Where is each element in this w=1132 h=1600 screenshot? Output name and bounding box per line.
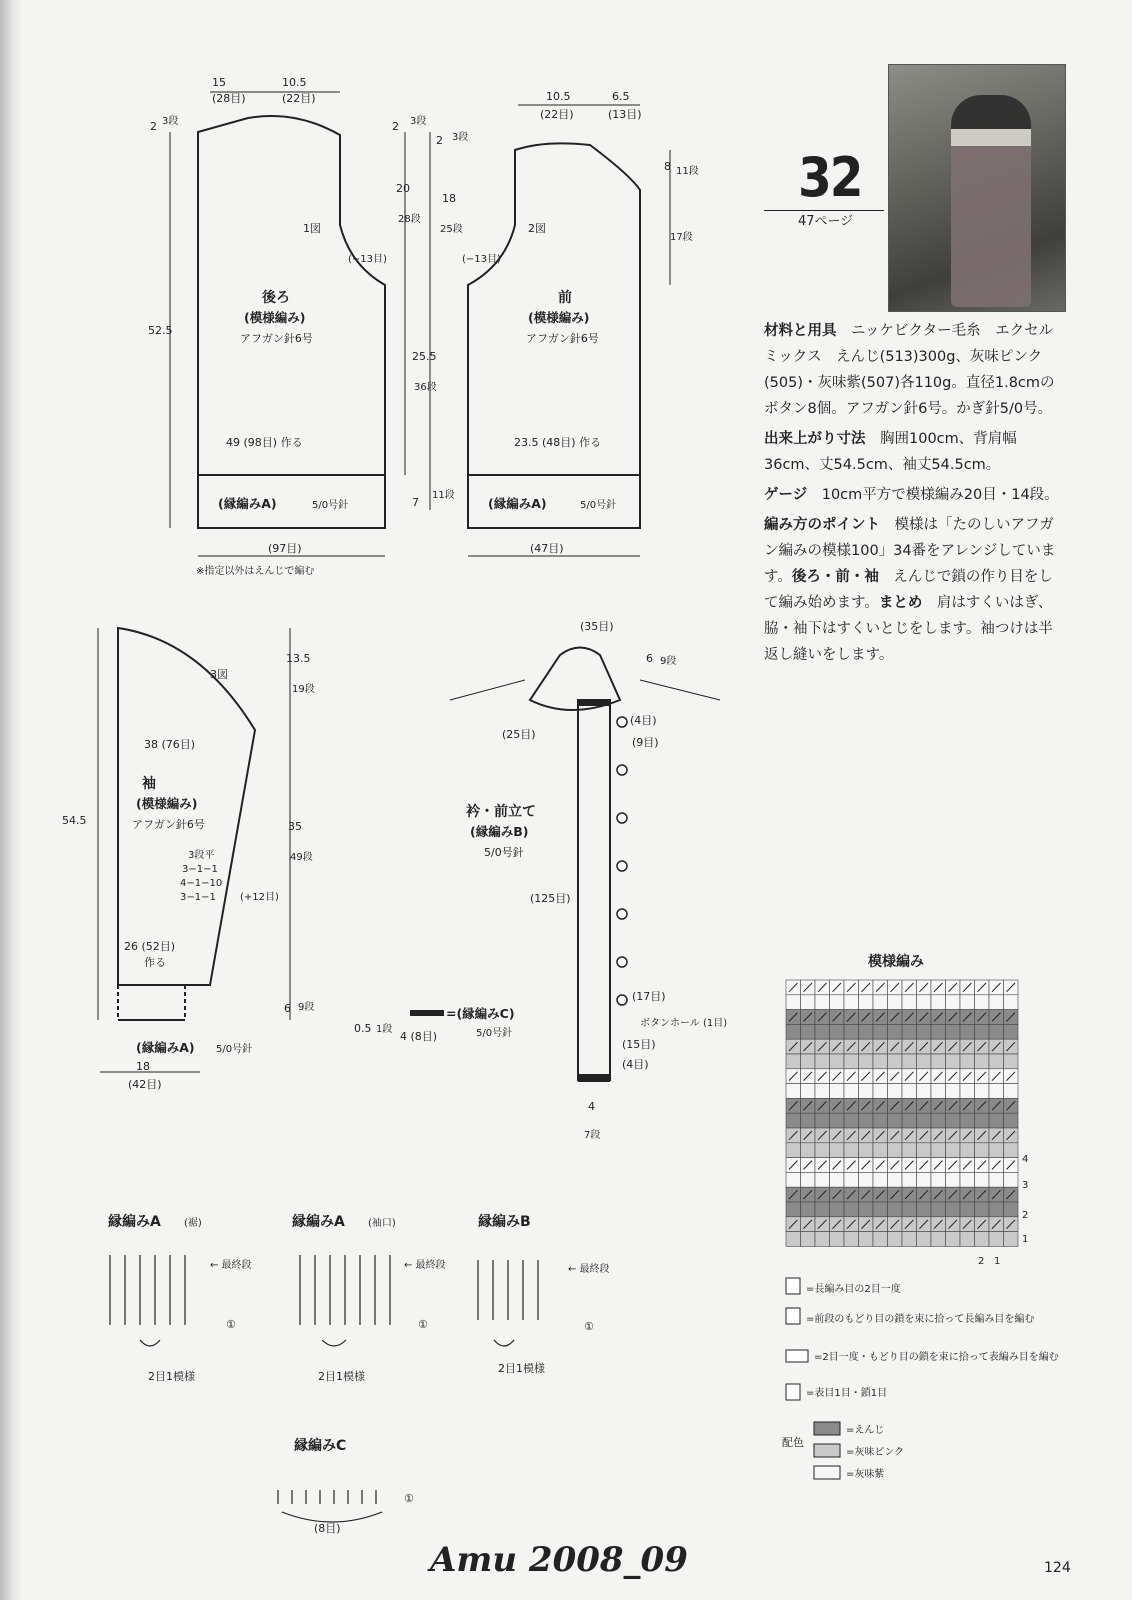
pattern-cell (975, 1143, 990, 1158)
pattern-cell (917, 1024, 932, 1039)
collar-left-st: (25目) (502, 728, 536, 741)
center-a1: 2 (392, 120, 399, 133)
center-d: 7 (412, 496, 419, 509)
back-title: 後ろ (262, 290, 290, 306)
page-reference: 47ページ (798, 214, 854, 229)
sleeve-border-needle: 5/0号針 (216, 1044, 253, 1055)
pattern-cell (931, 1054, 946, 1069)
front-dec: (−13目) (462, 254, 501, 265)
legend-2: =前段のもどり目の鎖を束に拾って長編み目を編む (806, 1314, 1035, 1325)
pattern-cell (786, 1172, 801, 1187)
color-enji: =えんじ (846, 1425, 885, 1436)
chart-b-last: ← 最終段 (568, 1264, 610, 1275)
pattern-cell (931, 1143, 946, 1158)
pattern-cell (830, 995, 845, 1010)
pattern-cell (844, 1172, 859, 1187)
collar-top-st: (35目) (580, 620, 614, 633)
pattern-cell (815, 1113, 830, 1128)
pattern-cell (1004, 1084, 1019, 1099)
front-top-right-st: (13目) (608, 108, 642, 121)
sleeve-inc-1: 3段平 (188, 850, 215, 861)
pattern-cell (859, 1202, 874, 1217)
pattern-cell (888, 1172, 903, 1187)
sleeve-cast-on2: 作る (144, 956, 166, 969)
pattern-cell (888, 1143, 903, 1158)
sleeve-height: 54.5 (62, 814, 87, 827)
chart-a-cuff-repeat: 2目1模様 (318, 1370, 365, 1383)
pattern-cell (873, 1024, 888, 1039)
chart-b-title: 縁編みB (478, 1214, 531, 1230)
pattern-cell (801, 1113, 816, 1128)
pattern-cell (830, 1024, 845, 1039)
pattern-cell (975, 1172, 990, 1187)
pattern-cell (1004, 1113, 1019, 1128)
pattern-cell (902, 1113, 917, 1128)
pattern-cell (960, 1113, 975, 1128)
front-top-left: 10.5 (546, 90, 571, 103)
knitting-points: 編み方のポイント 模様は「たのしいアフガン編みの模様100」34番をアレンジしています。後ろ・前・袖 えんじで鎖の作り目をして編み始めます。まとめ 肩はすくいはぎ、脇・袖下はすくいとじをします。袖つけは半返し縫いをします。 (764, 517, 1056, 663)
center-a1-rows: 3段 (410, 116, 427, 127)
front-neck-rows: 11段 (676, 166, 699, 177)
back-needle: アフガン針6号 (240, 332, 313, 345)
pattern-cell (786, 1024, 801, 1039)
pattern-cell (931, 1084, 946, 1099)
pattern-cell (902, 1202, 917, 1217)
chart-a-cuff-title: 縁編みA (292, 1214, 345, 1230)
pattern-cell (801, 1202, 816, 1217)
row-num-4: 4 (1022, 1154, 1029, 1165)
pattern-cell (786, 995, 801, 1010)
gauge: ゲージ 10cm平方で模様編み20目・14段。 (764, 487, 1059, 503)
pattern-cell (888, 1084, 903, 1099)
back-bottom-st: (97目) (268, 542, 302, 555)
chart-a-hem-last: ← 最終段 (210, 1260, 252, 1271)
back-dec: (−13目) (348, 254, 387, 265)
sleeve-cuff-rows: 9段 (298, 1002, 315, 1013)
front-stitch: (模様編み) (528, 310, 590, 325)
pattern-cell (859, 1054, 874, 1069)
pattern-cell (902, 1172, 917, 1187)
collar-width-rows: 7段 (584, 1130, 601, 1141)
pattern-cell (844, 1024, 859, 1039)
front-bottom-st: (47目) (530, 542, 564, 555)
pattern-cell (960, 995, 975, 1010)
chart-a-cuff-start: ① (418, 1318, 428, 1331)
pattern-cell (989, 1024, 1004, 1039)
pattern-cell (830, 1113, 845, 1128)
back-height: 52.5 (148, 324, 173, 337)
edge-c-needle: 5/0号針 (476, 1028, 513, 1039)
pattern-number: 32 (798, 146, 862, 209)
row-num-3: 3 (1022, 1180, 1029, 1191)
pattern-cell (931, 995, 946, 1010)
sleeve-bottom: 18 (136, 1060, 150, 1073)
chart-c-title: 縁編みC (294, 1438, 347, 1454)
back-top-left-st: (28目) (212, 92, 246, 105)
sleeve-border: (縁編みA) (136, 1040, 195, 1055)
pattern-cell (960, 1054, 975, 1069)
sleeve-cuff: 6 (284, 1002, 291, 1015)
pattern-cell (946, 1054, 961, 1069)
back-shoulder: 2 (150, 120, 157, 133)
pattern-cell (975, 1202, 990, 1217)
chart-b-start: ① (584, 1320, 594, 1333)
pattern-cell (844, 995, 859, 1010)
sleeve-cast-on: 26 (52目) (124, 940, 176, 953)
back-shoulder-rows: 3段 (162, 116, 179, 127)
front-needle: アフガン針6号 (526, 332, 599, 345)
sleeve-cap-rows: 19段 (292, 684, 315, 695)
sleeve-inc: (+12目) (240, 892, 279, 903)
color-label: 配色 (782, 1436, 804, 1449)
legend-3: =2目一度・もどり目の鎖を束に拾って表編み目を編む (814, 1352, 1059, 1363)
back-top-left: 15 (212, 76, 226, 89)
row-num-2: 2 (1022, 1210, 1029, 1221)
pattern-cell (873, 995, 888, 1010)
edge-c-label: =(縁編みC) (446, 1006, 515, 1021)
pattern-cell (989, 1202, 1004, 1217)
pattern-cell (815, 1024, 830, 1039)
pattern-cell (888, 1054, 903, 1069)
legend-4: =表目1目・鎖1目 (806, 1388, 888, 1399)
collar-side-rows: 9段 (660, 656, 677, 667)
pattern-cell (859, 1113, 874, 1128)
collar-length-st: (125目) (530, 892, 571, 905)
collar-c: (17目) (632, 990, 666, 1003)
pattern-cell (902, 995, 917, 1010)
pattern-cell (859, 1232, 874, 1247)
sleeve-width: 38 (76目) (144, 738, 196, 751)
center-c-rows: 36段 (414, 382, 437, 393)
pattern-cell (786, 1202, 801, 1217)
front-band (578, 700, 610, 1080)
edge-c-st: 4 (8目) (400, 1030, 438, 1043)
chart-b-repeat: 2目1模様 (498, 1362, 545, 1375)
materials: 材料と用具 ニッケビクター毛糸 エクセルミックス えんじ(513)300g、灰味ピンク(505)・灰味紫(507)各110g。直径1.8cmのボタン8個。アフガン針6号。かぎ針5/0号。 (764, 323, 1055, 417)
pattern-cell (989, 1143, 1004, 1158)
page-number: 124 (1044, 1560, 1071, 1576)
pattern-cell (786, 1084, 801, 1099)
center-b2: 18 (442, 192, 456, 205)
legend-1: =長編み目の2目一度 (806, 1284, 901, 1295)
pattern-cell (902, 1084, 917, 1099)
pattern-cell (917, 1143, 932, 1158)
pattern-cell (931, 1024, 946, 1039)
collar-width: 4 (588, 1100, 595, 1113)
row-num-1: 1 (1022, 1234, 1029, 1245)
swatch-enji (814, 1422, 840, 1435)
collar-needle: 5/0号針 (484, 846, 524, 859)
front-border-needle: 5/0号針 (580, 500, 617, 511)
center-c: 25.5 (412, 350, 437, 363)
pattern-cell (801, 1084, 816, 1099)
sleeve-inc-2: 3−1−1 (182, 864, 218, 875)
pattern-cell (844, 1113, 859, 1128)
chart-a-cuff-sub: (袖口) (368, 1218, 396, 1229)
pattern-cell (801, 1054, 816, 1069)
collar-title: 衿・前立て (466, 804, 536, 820)
pattern-cell (815, 995, 830, 1010)
chart-c-repeat: (8目) (314, 1522, 341, 1535)
pattern-cell (786, 1232, 801, 1247)
pattern-cell (873, 1054, 888, 1069)
pattern-cell (1004, 1024, 1019, 1039)
col-num-2: 2 (978, 1256, 985, 1267)
pattern-cell (873, 1172, 888, 1187)
collar-d: (15目) (622, 1038, 656, 1051)
pattern-cell (946, 995, 961, 1010)
pattern-cell (960, 1143, 975, 1158)
pattern-cell (931, 1113, 946, 1128)
pattern-cell (989, 1113, 1004, 1128)
collar-stitch: (縁編みB) (470, 824, 529, 839)
color-pink: =灰味ピンク (846, 1447, 905, 1458)
center-b1-rows: 3段 (452, 132, 469, 143)
front-fig: 2図 (528, 222, 546, 235)
band-dark-top (578, 700, 610, 706)
pattern-cell (946, 1113, 961, 1128)
pattern-cell (830, 1143, 845, 1158)
pattern-cell (830, 1084, 845, 1099)
front-top-left-st: (22目) (540, 108, 574, 121)
front-title: 前 (558, 290, 572, 306)
chart-c-start: ① (404, 1492, 414, 1505)
pattern-cell (975, 1232, 990, 1247)
pattern-cell (815, 1202, 830, 1217)
pattern-cell (946, 1024, 961, 1039)
pattern-cell (844, 1232, 859, 1247)
sleeve-body-rows: 49段 (290, 852, 313, 863)
pattern-cell (873, 1084, 888, 1099)
pattern-cell (917, 1202, 932, 1217)
pattern-cell (801, 995, 816, 1010)
chart-a-hem-start: ① (226, 1318, 236, 1331)
pattern-cell (931, 1232, 946, 1247)
sleeve-needle: アフガン針6号 (132, 818, 205, 831)
pattern-cell (815, 1084, 830, 1099)
pattern-cell (960, 1232, 975, 1247)
pattern-cell (1004, 995, 1019, 1010)
pattern-cell (859, 995, 874, 1010)
pattern-cell (917, 995, 932, 1010)
pattern-cell (801, 1143, 816, 1158)
sleeve-inc-4: 3−1−1 (180, 892, 216, 903)
pattern-cell (989, 1084, 1004, 1099)
back-stitch: (模様編み) (244, 310, 306, 325)
collar-side: 6 (646, 652, 653, 665)
pattern-cell (859, 1024, 874, 1039)
sleeve-body: 35 (288, 820, 302, 833)
pattern-cell (786, 1054, 801, 1069)
front-border: (縁編みA) (488, 496, 547, 511)
pattern-cell (888, 1113, 903, 1128)
pattern-cell (888, 1202, 903, 1217)
center-a2-rows: 28段 (398, 214, 421, 225)
pattern-cell (989, 1054, 1004, 1069)
pattern-cell (960, 1024, 975, 1039)
pattern-cell (989, 995, 1004, 1010)
pattern-cell (975, 1084, 990, 1099)
pattern-cell (1004, 1202, 1019, 1217)
pattern-cell (830, 1202, 845, 1217)
pattern-cell (946, 1172, 961, 1187)
pattern-cell (873, 1143, 888, 1158)
front-neck: 8 (664, 160, 671, 173)
pattern-cell (975, 1113, 990, 1128)
pattern-cell (830, 1232, 845, 1247)
pattern-cell (786, 1113, 801, 1128)
pattern-cell (902, 1024, 917, 1039)
pattern-cell (801, 1172, 816, 1187)
pattern-cell (1004, 1054, 1019, 1069)
pattern-cell (917, 1084, 932, 1099)
band-dark-bottom (578, 1074, 610, 1082)
pattern-cell (989, 1172, 1004, 1187)
back-border-needle: 5/0号針 (312, 500, 349, 511)
sleeve-cap: 13.5 (286, 652, 311, 665)
back-top-right-st: (22目) (282, 92, 316, 105)
chart-a-hem-repeat: 2目1模様 (148, 1370, 195, 1383)
pattern-cell (801, 1024, 816, 1039)
sleeve-title: 袖 (142, 776, 156, 792)
pattern-cell (844, 1084, 859, 1099)
edge-c-rows: 1段 (376, 1024, 393, 1035)
pattern-cell (859, 1084, 874, 1099)
pattern-cell (786, 1143, 801, 1158)
pattern-cell (946, 1143, 961, 1158)
edge-c-bar (410, 1010, 444, 1016)
center-a2: 20 (396, 182, 410, 195)
stitch-symbols (110, 1255, 538, 1522)
swatch-purple (814, 1466, 840, 1479)
front-cast-on: 23.5 (48目) 作る (514, 436, 602, 449)
finished-size: 出来上がり寸法 胸囲100cm、背肩幅36cm、丈54.5cm、袖丈54.5cm。 (764, 431, 1017, 473)
pattern-cell (975, 1024, 990, 1039)
pattern-cell (844, 1202, 859, 1217)
edge-c-h: 0.5 (354, 1022, 372, 1035)
pattern-cell (989, 1232, 1004, 1247)
center-b1: 2 (436, 134, 443, 147)
pattern-grid (786, 980, 1018, 1246)
pattern-cell (830, 1172, 845, 1187)
pattern-cell (917, 1232, 932, 1247)
pattern-cell (873, 1232, 888, 1247)
pattern-cell (975, 995, 990, 1010)
back-fig: 1図 (303, 222, 321, 235)
pattern-cell (917, 1113, 932, 1128)
pattern-cell (844, 1054, 859, 1069)
pattern-cell (888, 1232, 903, 1247)
pattern-cell (902, 1054, 917, 1069)
pattern-cell (975, 1054, 990, 1069)
pattern-cell (960, 1202, 975, 1217)
pattern-cell (1004, 1172, 1019, 1187)
pattern-cell (888, 995, 903, 1010)
pattern-cell (960, 1172, 975, 1187)
back-border: (縁編みA) (218, 496, 277, 511)
sleeve-fig: 3図 (210, 668, 228, 681)
chart-a-hem-title: 縁編みA (108, 1214, 161, 1230)
swatch-pink (814, 1444, 840, 1457)
sleeve-stitch: (模様編み) (136, 796, 198, 811)
pattern-cell (830, 1054, 845, 1069)
pattern-cell (844, 1143, 859, 1158)
pattern-cell (815, 1143, 830, 1158)
pattern-cell (859, 1143, 874, 1158)
pattern-cell (888, 1024, 903, 1039)
pattern-cell (946, 1084, 961, 1099)
pattern-cell (859, 1172, 874, 1187)
pattern-cell (917, 1054, 932, 1069)
pattern-cell (815, 1172, 830, 1187)
col-num-1: 1 (994, 1256, 1001, 1267)
back-top-right: 10.5 (282, 76, 307, 89)
pattern-cell (931, 1172, 946, 1187)
sleeve-inc-3: 4−1−10 (180, 878, 223, 889)
pattern-cell (931, 1202, 946, 1217)
sleeve-bottom-st: (42目) (128, 1078, 162, 1091)
chart-a-cuff-last: ← 最終段 (404, 1260, 446, 1271)
back-note: ※指定以外はえんじで編む (196, 566, 315, 577)
center-b2-rows: 25段 (440, 224, 463, 235)
pattern-cell (815, 1054, 830, 1069)
back-cast-on: 49 (98目) 作る (226, 436, 303, 449)
pattern-cell (902, 1143, 917, 1158)
magazine-title: Amu 2008_09 (430, 1540, 688, 1580)
pattern-cell (917, 1172, 932, 1187)
center-d-rows: 11段 (432, 490, 455, 501)
pattern-cell (946, 1202, 961, 1217)
pattern-cell (1004, 1232, 1019, 1247)
collar-e: (4目) (622, 1058, 649, 1071)
collar-buttonhole: ボタンホール (1目) (640, 1018, 728, 1029)
pattern-cell (946, 1232, 961, 1247)
pattern-cell (873, 1113, 888, 1128)
front-neck2-rows: 17段 (670, 232, 693, 243)
pattern-cell (960, 1084, 975, 1099)
pattern-cell (902, 1232, 917, 1247)
pattern-cell (815, 1232, 830, 1247)
pattern-title: 模様編み (868, 954, 924, 970)
pattern-cell (801, 1232, 816, 1247)
front-top-right: 6.5 (612, 90, 630, 103)
pattern-cell (1004, 1143, 1019, 1158)
collar-a: (4目) (630, 714, 657, 727)
chart-a-hem-sub: (裾) (184, 1218, 202, 1229)
collar-b: (9目) (632, 736, 659, 749)
pattern-cell (873, 1202, 888, 1217)
color-purple: =灰味紫 (846, 1469, 885, 1480)
